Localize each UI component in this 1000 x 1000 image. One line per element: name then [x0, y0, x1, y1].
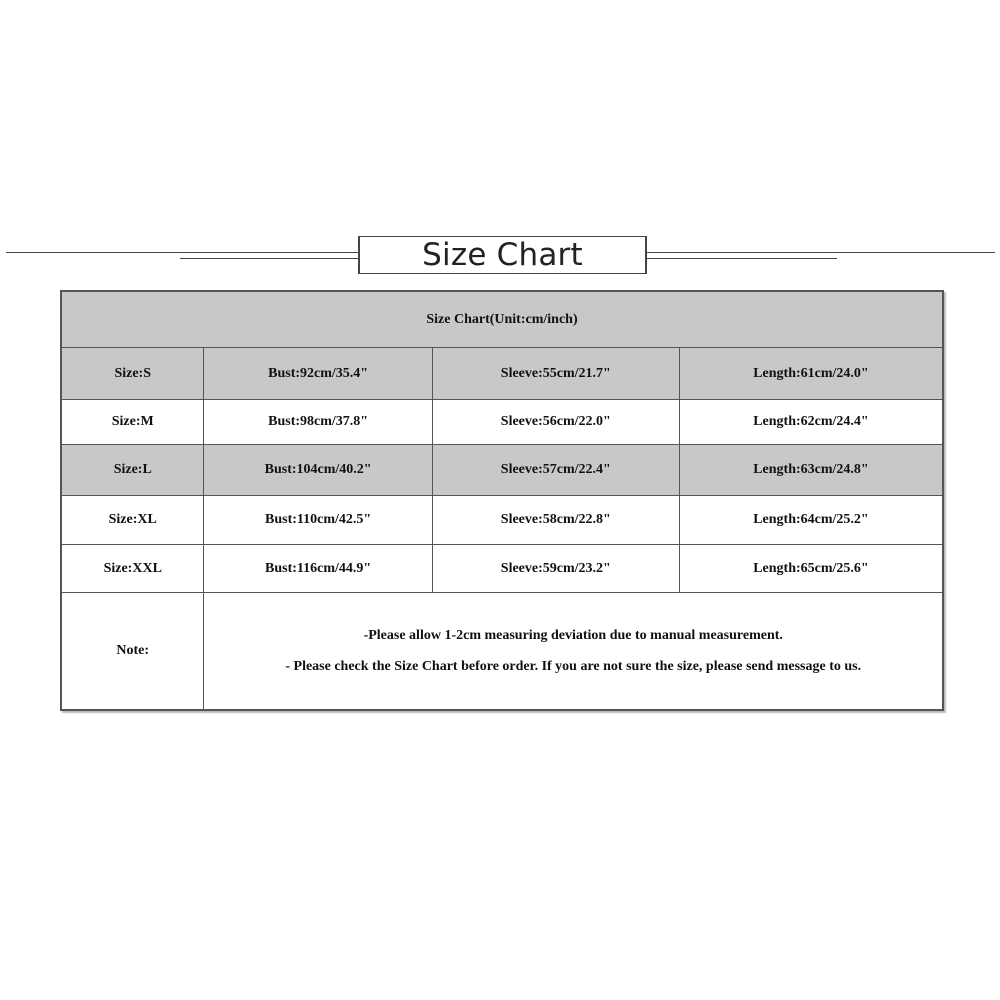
decorative-rule-right-inner: [647, 258, 837, 259]
size-cell: Size:S: [61, 348, 204, 400]
bust-cell: Bust:92cm/35.4": [204, 348, 432, 400]
sleeve-cell: Sleeve:55cm/21.7": [432, 348, 679, 400]
note-row: [61, 593, 943, 711]
note-line: - Please check the Size Chart before order. If you are not sure the size, please send message to us.: [285, 659, 862, 674]
length-cell: Length:61cm/24.0": [679, 348, 943, 400]
bust-cell: Bust:98cm/37.8": [204, 400, 432, 445]
size-cell: Size:L: [61, 445, 204, 496]
table-row: [61, 445, 943, 496]
title-banner: [0, 232, 1000, 278]
bust-cell: Bust:104cm/40.2": [204, 445, 432, 496]
size-cell: Size:XXL: [61, 545, 204, 593]
sleeve-cell: Sleeve:56cm/22.0": [432, 400, 679, 445]
table-row: [61, 545, 943, 593]
decorative-rule-left: [6, 252, 358, 253]
decorative-rule-right: [647, 252, 995, 253]
table-caption: Size Chart(Unit:cm/inch): [61, 291, 943, 348]
size-cell: Size:XL: [61, 496, 204, 545]
note-content: [204, 593, 943, 711]
decorative-rule-left-inner: [180, 258, 358, 259]
length-cell: Length:62cm/24.4": [679, 400, 943, 445]
length-cell: Length:63cm/24.8": [679, 445, 943, 496]
note-label: Note:: [61, 593, 204, 711]
sleeve-cell: Sleeve:58cm/22.8": [432, 496, 679, 545]
size-cell: Size:M: [61, 400, 204, 445]
sleeve-cell: Sleeve:57cm/22.4": [432, 445, 679, 496]
note-line: -Please allow 1-2cm measuring deviation due to manual measurement.: [363, 628, 783, 643]
length-cell: Length:65cm/25.6": [679, 545, 943, 593]
table-row: [61, 400, 943, 445]
bust-cell: Bust:116cm/44.9": [204, 545, 432, 593]
length-cell: Length:64cm/25.2": [679, 496, 943, 545]
page-title: Size Chart: [422, 237, 583, 273]
bust-cell: Bust:110cm/42.5": [204, 496, 432, 545]
table-row: [61, 348, 943, 400]
table-row: [61, 496, 943, 545]
size-chart-table: [60, 290, 944, 711]
title-frame: [358, 236, 647, 274]
sleeve-cell: Sleeve:59cm/23.2": [432, 545, 679, 593]
table-caption-row: [61, 291, 943, 348]
